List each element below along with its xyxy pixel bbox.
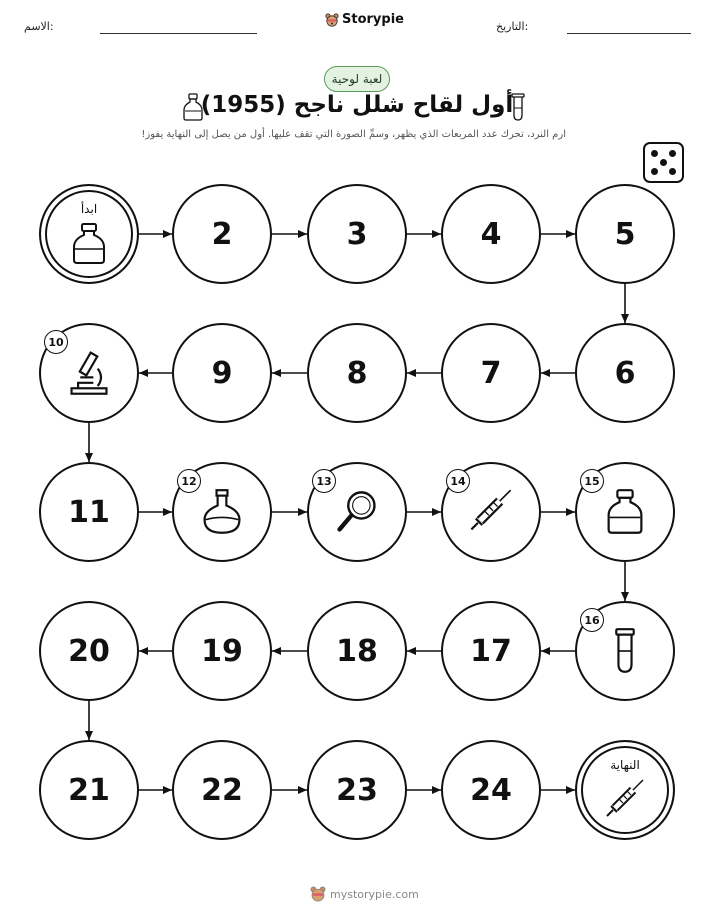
cell-number: 4 <box>480 216 502 252</box>
cell-number-badge: 10 <box>44 330 68 354</box>
cell-number: 20 <box>68 633 110 669</box>
cell-number-badge: 13 <box>312 469 336 493</box>
board-cell-20[interactable] <box>39 601 139 701</box>
date-label: التاريخ: <box>496 20 529 33</box>
path-arrow <box>541 508 575 516</box>
path-arrow <box>407 786 441 794</box>
instructions: ارم النرد، تحرك عدد المربعات الذي يظهر، وسمِّ الصورة التي تقف عليها. أول من يصل إلى النهاية يفوز! <box>141 129 566 140</box>
end-label: النهاية <box>610 758 640 772</box>
board-cell-16[interactable] <box>575 601 675 701</box>
cell-number: 23 <box>336 772 378 808</box>
cell-number: 18 <box>336 633 378 669</box>
path-arrow <box>272 786 307 794</box>
start-label: ابدأ <box>80 202 98 216</box>
path-arrow <box>541 369 575 377</box>
path-arrow <box>272 369 307 377</box>
cell-number-badge: 16 <box>580 608 604 632</box>
name-label: الاسم: <box>24 20 54 33</box>
board-cell-15[interactable] <box>575 462 675 562</box>
path-arrow <box>541 786 575 794</box>
path-arrow <box>139 508 172 516</box>
board-cell-7[interactable] <box>441 323 541 423</box>
path-arrow <box>621 562 629 601</box>
cell-number: 17 <box>470 633 512 669</box>
path-arrow <box>407 647 441 655</box>
board-cell-10[interactable] <box>39 323 139 423</box>
path-arrow <box>85 423 93 462</box>
board-cell-9[interactable] <box>172 323 272 423</box>
board-cell-12[interactable] <box>172 462 272 562</box>
cell-number-badge: 15 <box>580 469 604 493</box>
cell-number-badge: 14 <box>446 469 470 493</box>
board-cell-6[interactable] <box>575 323 675 423</box>
syringe-icon <box>469 488 513 536</box>
board-cell-19[interactable] <box>172 601 272 701</box>
bottle-icon <box>603 488 647 536</box>
path-arrow <box>139 230 172 238</box>
board-cell-22[interactable] <box>172 740 272 840</box>
cell-number: 2 <box>211 216 233 252</box>
board-cell-8[interactable] <box>307 323 407 423</box>
path-arrow <box>139 369 172 377</box>
cell-number: 19 <box>201 633 243 669</box>
board-cell-11[interactable] <box>39 462 139 562</box>
path-arrow <box>139 647 172 655</box>
test-tube-icon <box>603 627 647 675</box>
path-arrow <box>407 230 441 238</box>
flask-icon <box>200 488 244 536</box>
brand-name: Storypie <box>342 12 404 27</box>
board-cell-14[interactable] <box>441 462 541 562</box>
game-type-badge: لعبة لوحية <box>324 66 390 92</box>
board-cell-3[interactable] <box>307 184 407 284</box>
board-cell-24[interactable] <box>441 740 541 840</box>
magnifier-icon <box>335 488 379 536</box>
path-arrow <box>407 369 441 377</box>
cell-number: 3 <box>346 216 368 252</box>
page-title: أول لقاح شلل ناجح (1955) <box>200 92 514 118</box>
cell-number: 22 <box>201 772 243 808</box>
cell-number: 6 <box>614 355 636 391</box>
cell-number: 9 <box>211 355 233 391</box>
board-cell-2[interactable] <box>172 184 272 284</box>
cell-number: 5 <box>614 216 636 252</box>
microscope-icon <box>67 349 111 397</box>
path-arrow <box>272 230 307 238</box>
board-cell-18[interactable] <box>307 601 407 701</box>
path-arrow <box>139 786 172 794</box>
board-cell-25[interactable] <box>575 740 675 840</box>
cell-number-badge: 12 <box>177 469 201 493</box>
cell-number: 8 <box>346 355 368 391</box>
path-arrow <box>541 647 575 655</box>
cell-number: 24 <box>470 772 512 808</box>
path-arrow <box>541 230 575 238</box>
bear-icon <box>310 886 326 902</box>
path-arrow <box>272 647 307 655</box>
syringe-icon <box>605 778 645 822</box>
path-arrow <box>85 701 93 740</box>
cell-number: 21 <box>68 772 110 808</box>
footer <box>310 886 419 902</box>
board-cell-21[interactable] <box>39 740 139 840</box>
board-cell-5[interactable] <box>575 184 675 284</box>
path-arrow <box>621 284 629 323</box>
board-cell-4[interactable] <box>441 184 541 284</box>
footer-url: mystorypie.com <box>330 887 419 901</box>
path-arrow <box>272 508 307 516</box>
bottle-icon <box>69 222 109 266</box>
path-arrow <box>407 508 441 516</box>
board-cell-23[interactable] <box>307 740 407 840</box>
board-cell-17[interactable] <box>441 601 541 701</box>
cell-number: 11 <box>68 494 110 530</box>
cell-number: 7 <box>480 355 502 391</box>
board-cell-13[interactable] <box>307 462 407 562</box>
board-cell-1[interactable] <box>39 184 139 284</box>
